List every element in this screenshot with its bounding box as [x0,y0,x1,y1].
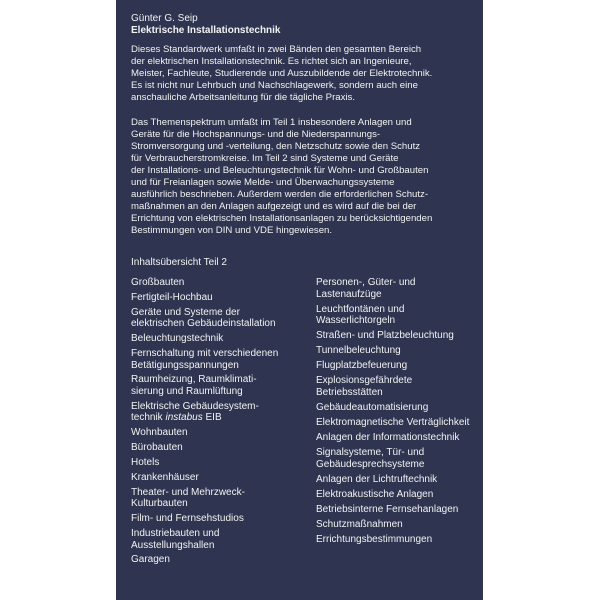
list-item: Industriebauten und Ausstellungshallen [131,528,220,551]
book-back-cover [116,0,483,600]
list-item: Gebäudeautomatisierung [316,402,429,414]
book-title: Elektrische Installationstechnik [131,25,281,36]
list-item: Tunnelbeleuchtung [316,345,401,357]
list-item: Elektroakustische Anlagen [316,489,434,501]
list-item: Theater- und Mehrzweck- Kulturbauten [131,486,245,510]
eib-line-1: Elektrische Gebäudesystem- [131,400,259,412]
list-item: Betriebsinterne Fernsehanlagen [316,504,459,516]
list-item: Garagen [131,554,170,566]
list-item: Hotels [131,457,160,469]
author-name: Günter G. Seip [131,13,198,24]
contents-list-left [131,277,311,569]
list-item: Flugplatzbefeuerung [316,360,408,372]
list-item: Personen-, Güter- und Lastenaufzüge [316,277,416,300]
list-item: Signalsysteme, Tür- und Gebäudesprechsysteme [316,447,425,470]
list-item: Fernschaltung mit verschiedenen Betätigungsspannungen [131,348,279,371]
list-item: Krankenhäuser [131,471,199,483]
list-item: Errichtungsbestimmungen [316,534,433,546]
list-item: Großbauten [131,277,185,288]
list-item: Fertigteil-Hochbau [131,291,213,303]
list-item: Raumheizung, Raumklimati- sierung und Raumlüftung [131,374,257,397]
list-item: Anlagen der Lichtruftechnik [316,473,438,485]
list-item: Wohnbauten [131,427,188,439]
list-item: Schutzmaßnahmen [316,519,403,531]
eib-suffix: EIB [202,412,222,424]
list-item: Straßen- und Platzbeleuchtung [316,330,454,342]
eib-prefix: technik [131,412,166,424]
list-item: Bürobauten [131,442,183,454]
list-item: Elektromagnetische Verträglichkeit [316,417,470,429]
description-paragraph-2: Das Themenspektrum umfaßt im Teil 1 insbesondere Anlagen und Geräte für die Hochspannungs- und die Niederspannungs- Stromversorgung und -verteilung, den Netzschutz sowie den Schutz für Verbraucherstromkreise. Im Teil 2 sind Systeme und Geräte der Installations- und Beleuchtungstechnik für Wohn- und Großbauten und für Freianlagen sowie Melde- und Überwachungssysteme ausführlich beschrieben. Außerdem werden die erforderlichen Schutz- maßnahmen an den Anlagen aufgezeigt und es wird auf die bei der Errichtung von elektrischen Installationsanlagen zu berücksichtigenden Bestimmungen von DIN und VDE hingewiesen. [131,117,433,236]
list-item: Beleuchtungstechnik [131,333,224,345]
contents-heading: Inhaltsübersicht Teil 2 [131,257,227,268]
list-item: Geräte und Systeme der elektrischen Gebäudeinstallation [131,306,276,330]
list-item: Anlagen der Informationstechnik [316,432,460,444]
contents-list-right [316,277,481,549]
eib-brand-italic: instabus [165,412,203,424]
description-paragraph-1: Dieses Standardwerk umfaßt in zwei Bänden den gesamten Bereich der elektrischen Installationstechnik. Es richtet sich an Ingenieure, Meister, Fachleute, Studierende und Auszubildende der Elektrotechnik. Es ist nicht nur Lehrbuch und Nachschlagewerk, sondern auch eine anschauliche Arbeitsanleitung für die tägliche Praxis. [131,44,433,103]
list-item: Leuchtfontänen und Wasserlichtorgeln [316,303,405,327]
list-item: Explosionsgefährdete Betriebsstätten [316,375,413,398]
list-item: Film- und Fernsehstudios [131,513,244,525]
list-item-eib [131,401,311,424]
